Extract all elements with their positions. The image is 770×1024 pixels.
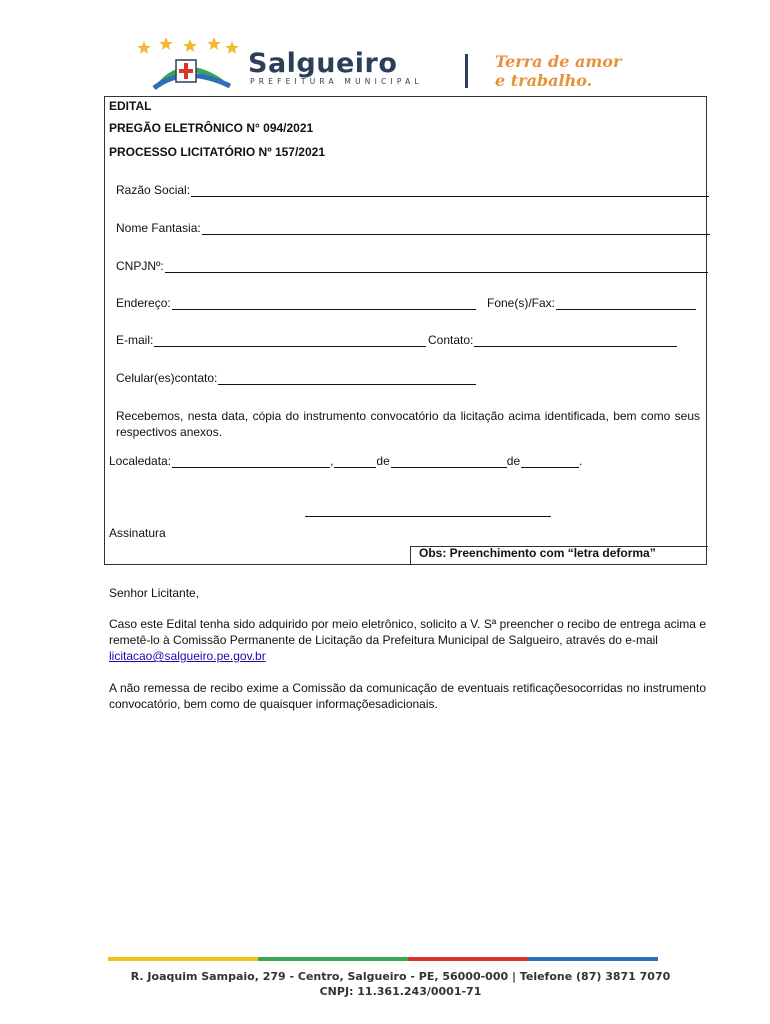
de-2: de [506, 454, 521, 468]
razao-social-line[interactable] [191, 196, 709, 197]
instruction-paragraph [109, 616, 706, 664]
razao-social-label: Razão Social: [116, 183, 191, 197]
local-date-field[interactable] [109, 454, 582, 468]
city-emblem-icon [130, 34, 240, 90]
logo-name: Salgueiro [248, 48, 398, 79]
endereco-field[interactable] [116, 296, 476, 310]
slogan-line-2: e trabalho. [495, 71, 593, 90]
footer-color-bar [108, 957, 658, 961]
endereco-line[interactable] [172, 309, 476, 310]
footer-cnpj: CNPJ: 11.361.243/0001-71 [319, 985, 482, 998]
cnpj-label: CNPJNº: [116, 259, 164, 273]
fone-line[interactable] [556, 309, 696, 310]
nome-fantasia-line[interactable] [202, 234, 710, 235]
nome-fantasia-label: Nome Fantasia: [116, 221, 201, 235]
comma: , [330, 454, 334, 468]
contato-label: Contato: [428, 333, 474, 347]
email-field[interactable] [116, 333, 426, 347]
period: . [579, 454, 583, 468]
day-line[interactable] [334, 467, 376, 468]
nome-fantasia-field[interactable] [116, 221, 710, 235]
notice-paragraph: A não remessa de recibo exime a Comissão da comunicação de eventuais retificaçõesocorridas no instrumento convocatório, bem como de quaisquer informaçõesadicionais. [109, 681, 706, 711]
contact-email-link[interactable]: licitacao@salgueiro.pe.gov.br [109, 649, 266, 663]
email-line[interactable] [154, 346, 426, 347]
de-1: de [376, 454, 390, 468]
celular-field[interactable] [116, 371, 476, 385]
cnpj-line[interactable] [165, 272, 708, 273]
form-title-processo: PROCESSO LICITATÓRIO Nº 157/2021 [109, 145, 325, 159]
footer-bar-blue [528, 957, 658, 961]
fone-label: Fone(s)/Fax: [487, 296, 556, 310]
footer-bar-red [408, 957, 528, 961]
receipt-form [104, 96, 707, 565]
obs-note-box [410, 546, 708, 565]
obs-note: Obs: Preenchimento com “letra deforma” [419, 546, 656, 560]
letterhead [120, 28, 700, 92]
email-label: E-mail: [116, 333, 154, 347]
logo-subtitle: PREFEITURA MUNICIPAL [250, 77, 423, 86]
cnpj-field[interactable] [116, 259, 708, 273]
razao-social-field[interactable] [116, 183, 709, 197]
salutation: Senhor Licitante, [109, 586, 200, 600]
slogan [495, 52, 621, 90]
localedata-label: Localedata: [109, 454, 172, 468]
receipt-statement: Recebemos, nesta data, cópia do instrumento convocatório da licitação acima identificada, bem como seus respectivos anexos. [116, 409, 700, 439]
form-title-pregao: PREGÃO ELETRÔNICO N° 094/2021 [109, 121, 314, 135]
assinatura-label: Assinatura [109, 526, 166, 540]
celular-label: Celular(es)contato: [116, 371, 218, 385]
slogan-line-1: Terra de amor [495, 52, 622, 71]
month-line[interactable] [391, 467, 507, 468]
logo-divider [465, 54, 468, 88]
footer-bar-yellow [108, 957, 258, 961]
instruction-text: Caso este Edital tenha sido adquirido por meio eletrônico, solicito a V. Sª preencher o recibo de entrega acima e remetê-lo à Comissão Permanente de Licitação da Prefeitura Municipal de Salgueiro, através do e-mail [109, 617, 706, 647]
celular-line[interactable] [218, 384, 476, 385]
footer-bar-green [258, 957, 408, 961]
year-line[interactable] [521, 467, 579, 468]
contato-line[interactable] [474, 346, 677, 347]
signature-line[interactable] [305, 516, 551, 517]
form-title-edital: EDITAL [109, 99, 152, 113]
local-line[interactable] [172, 467, 330, 468]
footer-address: R. Joaquim Sampaio, 279 - Centro, Salgueiro - PE, 56000-000 | Telefone (87) 3871 7070 [130, 970, 671, 983]
endereco-label: Endereço: [116, 296, 171, 310]
contato-field[interactable] [428, 333, 677, 347]
fone-field[interactable] [487, 296, 696, 310]
